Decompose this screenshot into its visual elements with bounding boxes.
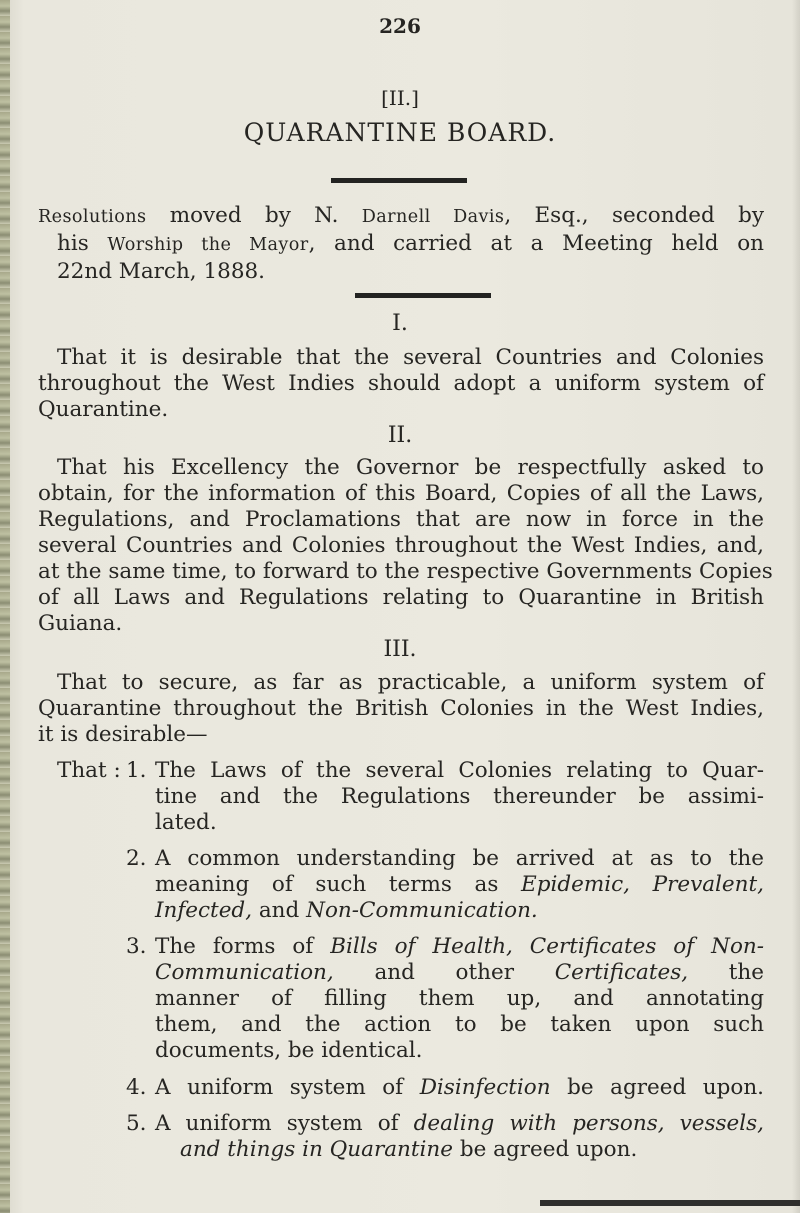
item-line: [155, 898, 538, 923]
item-line: [180, 1137, 637, 1162]
resolution-line: Regulations, and Proclamations that are now in force in the: [38, 507, 764, 532]
item-number: 4.: [126, 1075, 147, 1100]
item-italic-text: and things in Quarantine: [180, 1137, 453, 1162]
preamble-divider: [355, 293, 491, 298]
resolution-line: That it is desirable that the several Countries and Colonies: [57, 345, 764, 370]
resolution-line: throughout the West Indies should adopt a uniform system of: [38, 371, 764, 396]
item-italic-text: dealing with persons, vessels,: [413, 1111, 764, 1136]
item-number: 3.: [126, 934, 147, 959]
item-line: lated.: [155, 810, 217, 835]
item-line: [155, 1075, 764, 1100]
that-label: That :: [57, 758, 121, 783]
page-right-edge: [792, 0, 800, 1213]
item-line: [155, 872, 764, 897]
item-italic-text: Disinfection: [419, 1075, 551, 1100]
item-line: [155, 934, 764, 959]
item-line: A common understanding be arrived at as to the: [155, 846, 764, 871]
preamble-text: , Esq., seconded by: [504, 203, 765, 228]
preamble-line-1: [38, 203, 764, 228]
item-text: meaning of such terms as: [155, 872, 522, 897]
item-italic-text: Certificates,: [554, 960, 689, 985]
preamble-text: moved by N.: [146, 203, 362, 228]
item-italic-text: Infected,: [155, 898, 253, 923]
title-divider: [331, 178, 467, 183]
document-title: QUARANTINE BOARD.: [243, 118, 557, 147]
section-number: [II.]: [381, 86, 419, 110]
resolution-line: several Countries and Colonies throughout the West Indies, and,: [38, 533, 764, 558]
resolution-numeral: I.: [392, 311, 408, 336]
item-text: A uniform system of: [155, 1075, 420, 1100]
resolution-numeral: II.: [387, 423, 413, 448]
preamble-mover: Darnell Davis: [361, 207, 505, 227]
item-line: documents, be identical.: [155, 1038, 423, 1063]
item-line: [155, 1111, 764, 1136]
item-number: 2.: [126, 846, 147, 871]
preamble-text: his: [57, 231, 108, 256]
preamble-seconder: Worship the Mayor: [107, 235, 309, 255]
item-line: [155, 960, 764, 985]
item-italic-text: Epidemic, Prevalent,: [521, 872, 764, 897]
item-line: manner of filling them up, and annotating: [155, 986, 764, 1011]
resolution-line: it is desirable—: [38, 722, 208, 747]
item-text: The forms of: [155, 934, 331, 959]
resolution-line: of all Laws and Regulations relating to Quarantine in British: [38, 585, 764, 610]
item-line: tine and the Regulations thereunder be assimi-: [155, 784, 764, 809]
preamble-text: , and carried at a Meeting held on: [308, 231, 764, 256]
item-text: A uniform system of: [155, 1111, 414, 1136]
page-number: 226: [379, 14, 421, 38]
preamble-line-3: 22nd March, 1888.: [57, 259, 266, 284]
item-number: 1.: [126, 758, 147, 783]
item-line: The Laws of the several Colonies relating to Quar-: [155, 758, 764, 783]
resolution-line: That his Excellency the Governor be respectfully asked to: [57, 455, 764, 480]
item-italic-text: Non-Communication.: [306, 898, 538, 923]
preamble-resolutions: Resolutions: [38, 207, 147, 227]
resolution-line: Quarantine.: [38, 397, 169, 422]
resolution-line: obtain, for the information of this Board, Copies of all the Laws,: [38, 481, 764, 506]
item-text: the: [688, 960, 764, 985]
page-bottom-edge: [540, 1200, 800, 1206]
item-number: 5.: [126, 1111, 147, 1136]
resolution-numeral: III.: [383, 637, 417, 662]
resolution-line: That to secure, as far as practicable, a uniform system of: [57, 670, 764, 695]
resolution-line: Quarantine throughout the British Colonies in the West Indies,: [38, 696, 764, 721]
item-text: be agreed upon.: [550, 1075, 764, 1100]
resolution-line: at the same time, to forward to the respective Governments Copies: [38, 559, 773, 584]
resolution-line: Guiana.: [38, 611, 123, 636]
book-binding-edge: [0, 0, 10, 1213]
item-text: and other: [333, 960, 555, 985]
item-line: them, and the action to be taken upon such: [155, 1012, 764, 1037]
item-italic-text: Communication,: [155, 960, 334, 985]
item-text: and: [252, 898, 307, 923]
item-text: be agreed upon.: [452, 1137, 638, 1162]
item-italic-text: Bills of Health, Certificates of Non-: [330, 934, 764, 959]
preamble-line-2: [57, 231, 764, 256]
